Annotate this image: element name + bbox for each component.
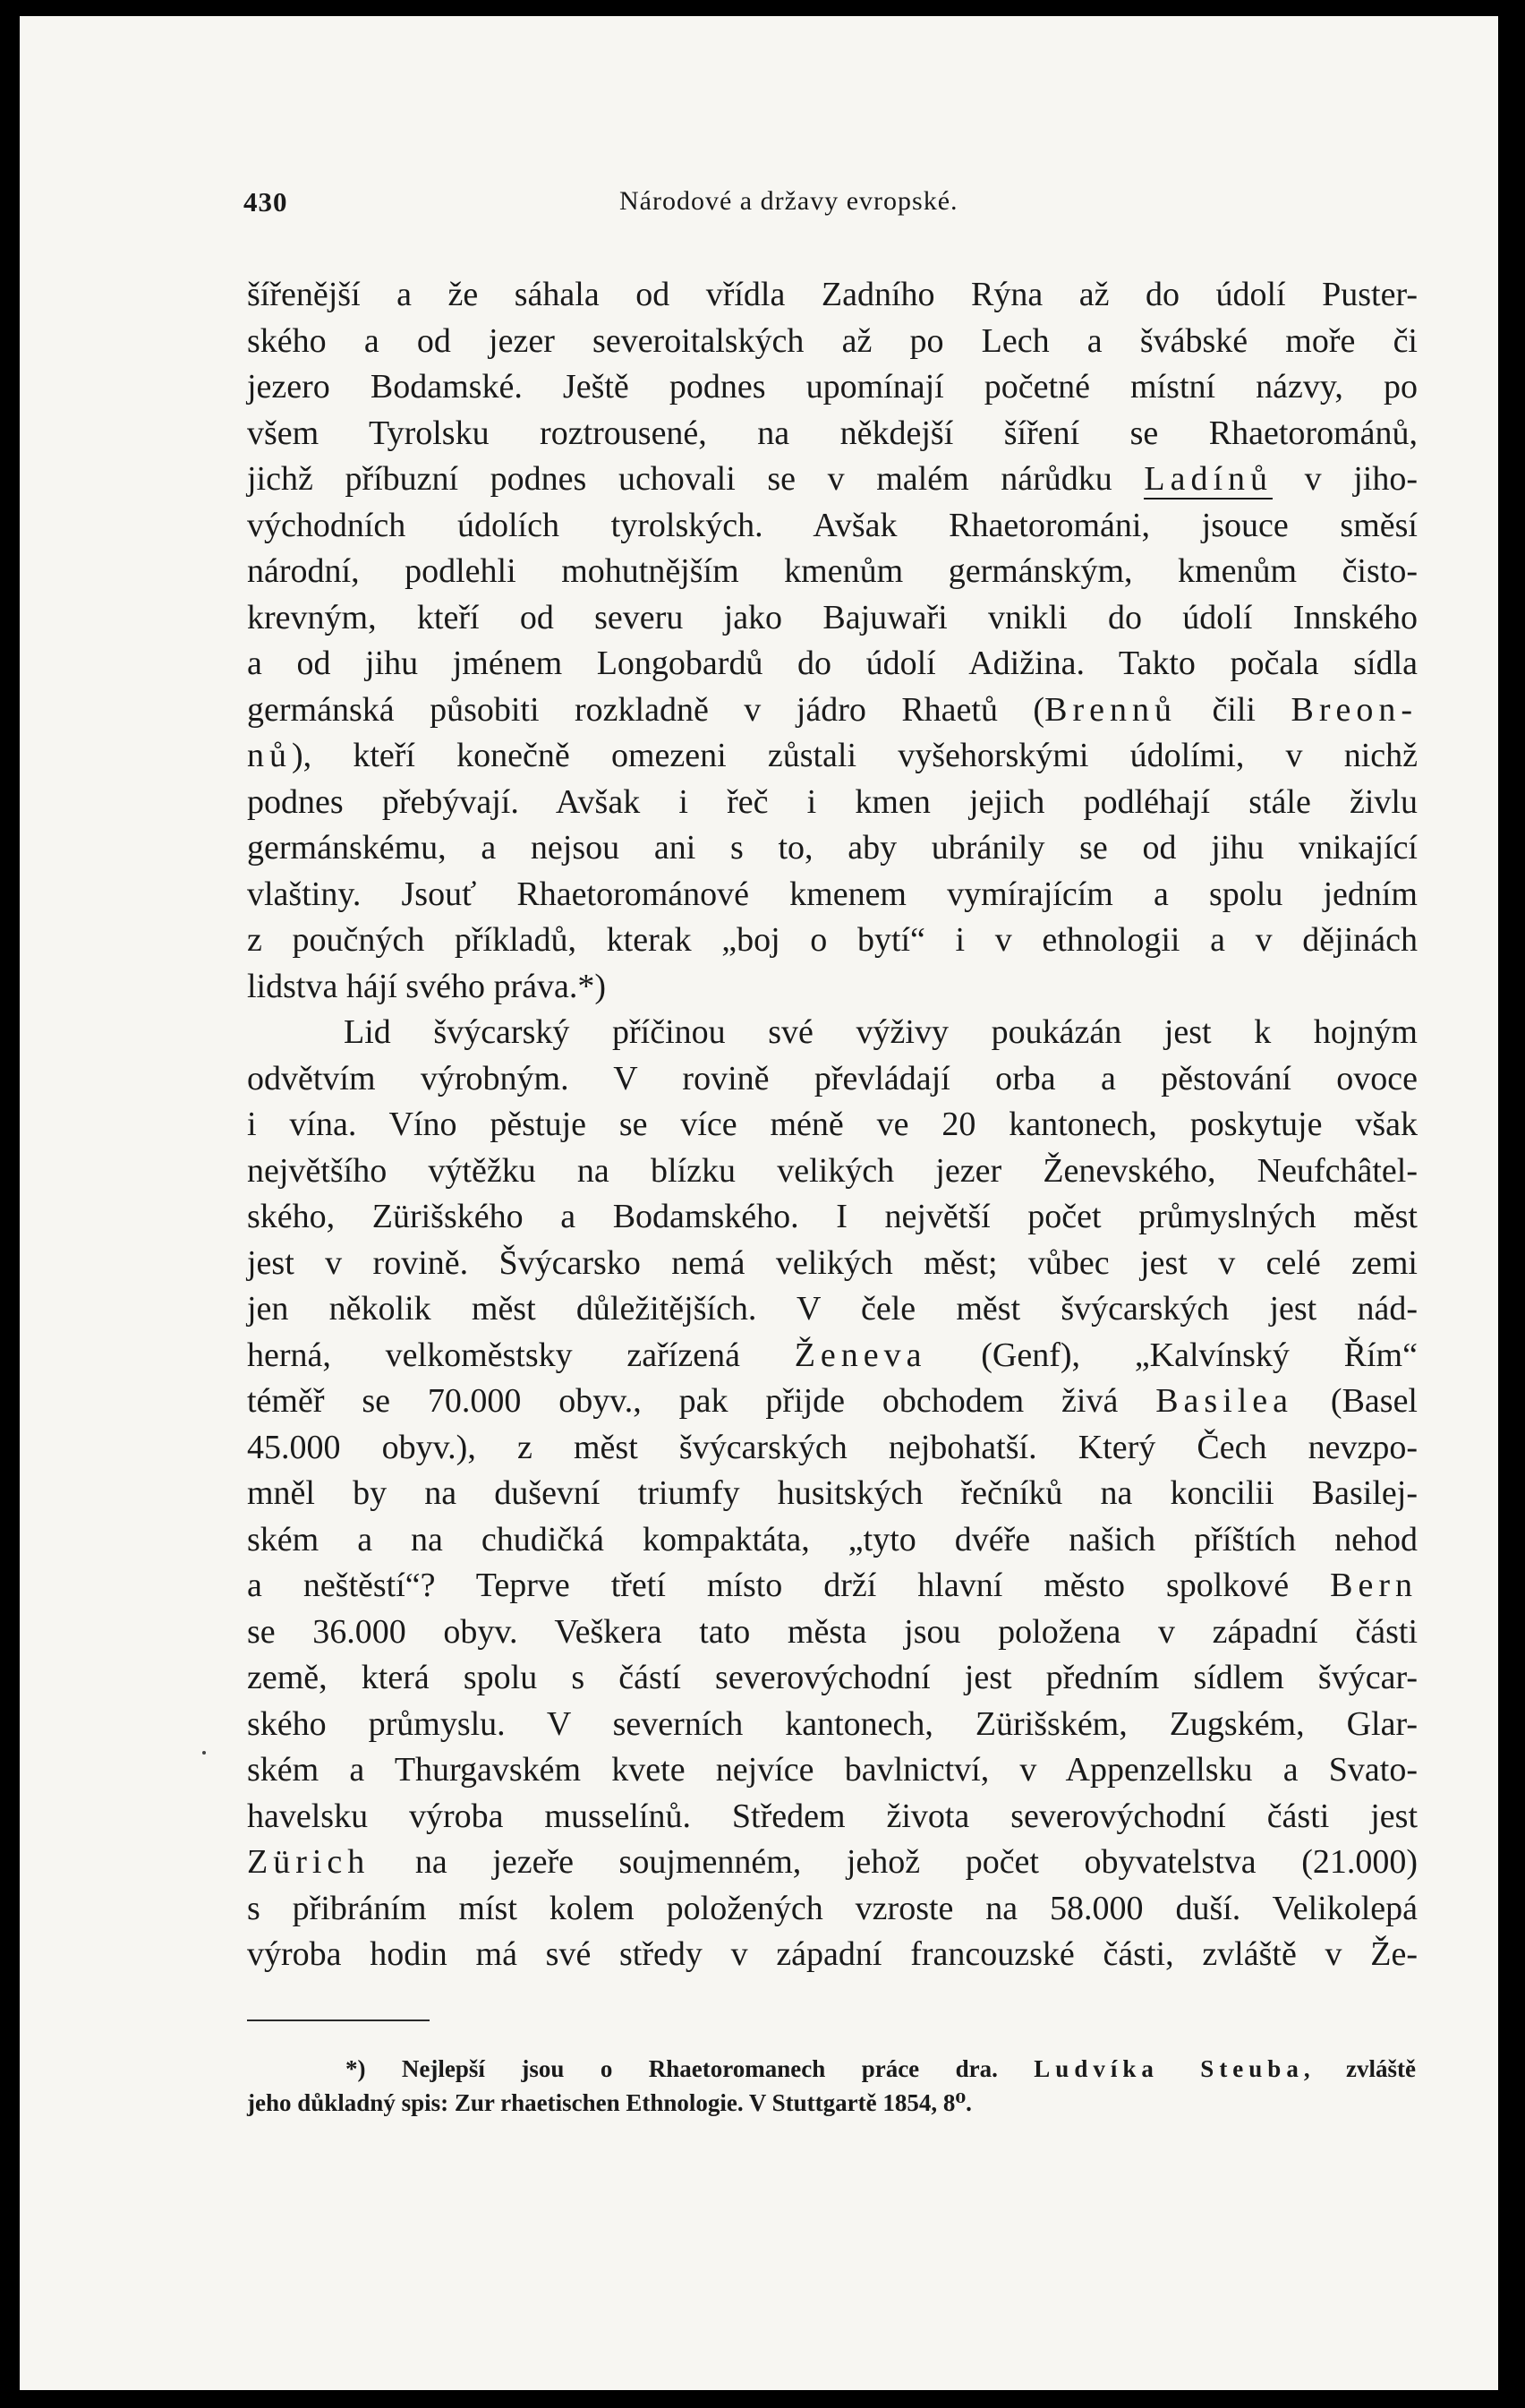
text-line: vlaštiny. Jsouť Rhaetorománové kmenem vymírajícím a spolu jedním: [247, 875, 1418, 913]
running-title: Národové a državy evropské.: [619, 186, 958, 216]
text-line: [247, 1333, 1418, 1379]
bern-term: Bern: [1330, 1567, 1418, 1604]
text-line: ského, Zürišského a Bodamského. I největší počet průmyslných měst: [247, 1198, 1418, 1235]
text-line: země, která spolu s částí severovýchodní jest předním sídlem švýcar-: [247, 1659, 1418, 1696]
breonu-term-cont: nů: [247, 737, 292, 774]
text-fragment: v jiho-: [1304, 460, 1418, 498]
text-line: ském a Thurgavském kvete nejvíce bavlnictví, v Appenzellsku a Svato-: [247, 1751, 1418, 1789]
text-line: [247, 733, 1418, 780]
text-line: ského a od jezer severoitalských až po Lech a švábské moře či: [247, 321, 1418, 360]
text-line: Lid švýcarský příčinou své výživy poukázán jest k hojným: [344, 1013, 1418, 1051]
ladinu-term: Ladínů: [1144, 460, 1274, 498]
text-fragment: a neštěstí“? Teprve třetí místo drží hlavní město spolkové: [247, 1567, 1331, 1604]
text-line: [247, 1379, 1418, 1425]
footnote-divider: [247, 2019, 430, 2021]
text-line: šířenější a že sáhala od vřídla Zadního Rýna až do údolí Puster-: [247, 276, 1418, 313]
text-fragment: jichž příbuzní podnes uchovali se v malém nárůdku: [247, 460, 1112, 498]
text-fragment: téměř se 70.000 obyv., pak přijde obchodem živá: [247, 1382, 1156, 1420]
text-line: výroba hodin má své středy v západní francouzské části, zvláště v Že-: [247, 1935, 1418, 1973]
brennu-term: Brennů: [1044, 690, 1177, 729]
main-text: [247, 272, 1418, 1978]
footnote-line: [247, 2052, 1416, 2086]
text-fragment: (Genf), „Kalvínský Řím“: [926, 1336, 1418, 1374]
basilea-term: Basilea: [1155, 1382, 1294, 1420]
text-fragment: *) Nejlepší jsou o Rhaetoromanech práce dra.: [345, 2055, 1035, 2082]
text-line: jen několik měst důležitějších. V čele měst švýcarských jest nád-: [247, 1290, 1418, 1328]
text-line: [247, 1840, 1418, 1886]
text-line: krevným, kteří od severu jako Bajuwaři vnikli do údolí Innského: [247, 598, 1418, 636]
text-line: podnes přebývají. Avšak i řeč i kmen jejich podléhají stále živlu: [247, 782, 1418, 821]
text-fragment: herná, velkoměstsky zařízená: [247, 1336, 795, 1374]
footnote: [247, 2052, 1416, 2120]
text-line: z poučných příkladů, kterak „boj o bytí“ i v ethnologii a v dějinách: [247, 921, 1418, 959]
text-fragment: , zvláště: [1303, 2055, 1416, 2082]
footnote-line: jeho důkladný spis: Zur rhaetischen Ethnologie. V Stuttgartě 1854, 8⁰.: [247, 2089, 972, 2116]
text-line: odvětvím výrobným. V rovině převládají orba a pěstování ovoce: [247, 1059, 1418, 1097]
text-line: ském a na chudičká kompaktáta, „tyto dvéře našich příštích nehod: [247, 1520, 1418, 1558]
text-line: všem Tyrolsku roztrousené, na někdejší šíření se Rhaetorománů,: [247, 414, 1418, 452]
text-fragment: na jezeře soujmenném, jehož počet obyvatelstva (21.000): [370, 1843, 1418, 1881]
text-line: se 36.000 obyv. Veškera tato města jsou položena v západní části: [247, 1612, 1418, 1651]
text-line: 45.000 obyv.), z měst švýcarských nejbohatší. Který Čech nevzpo-: [247, 1428, 1418, 1466]
text-line: jezero Bodamské. Ještě podnes upomínají početné místní názvy, po: [247, 368, 1418, 406]
text-line: [247, 1563, 1418, 1610]
text-fragment: germánská působiti rozkladně v jádro Rhaetů (: [247, 690, 1045, 729]
text-fragment: ), kteří konečně omezeni zůstali vyšehorskými údolími, v nichž: [292, 737, 1418, 774]
zeneva-term: Ženeva: [794, 1336, 927, 1374]
text-line: i vína. Víno pěstuje se více méně ve 20 kantonech, poskytuje však: [247, 1106, 1418, 1143]
page-header: [243, 186, 1416, 229]
breonu-term: Breon-: [1291, 690, 1418, 729]
text-line: mněl by na duševní triumfy husitských řečníků na koncilii Basilej-: [247, 1474, 1418, 1512]
text-line: východních údolích tyrolských. Avšak Rhaetorománi, jsouce směsí: [247, 506, 1418, 544]
text-line: jest v rovině. Švýcarsko nemá velikých měst; vůbec jest v celé zemi: [247, 1243, 1418, 1282]
text-line: národní, podlehli mohutnějším kmenům germánským, kmenům čisto-: [247, 552, 1418, 590]
print-speck: [202, 1751, 206, 1755]
text-line: s přibráním míst kolem položených vzroste na 58.000 duší. Velikolepá: [247, 1889, 1418, 1927]
text-fragment: (Basel: [1293, 1382, 1418, 1420]
text-line: největšího výtěžku na blízku velikých jezer Ženevského, Neufchâtel-: [247, 1151, 1418, 1190]
page-number: 430: [243, 186, 288, 218]
text-line: havelsku výroba musselínů. Středem života severovýchodní části jest: [247, 1797, 1418, 1835]
text-fragment: čili: [1176, 690, 1291, 729]
text-line: [247, 457, 1418, 503]
text-line: lidstva hájí svého práva.*): [247, 967, 607, 1005]
text-line: [247, 687, 1418, 734]
footnote-author: Ludvíka Steuba: [1034, 2055, 1304, 2082]
text-line: ského průmyslu. V severních kantonech, Zürišském, Zugském, Glar-: [247, 1704, 1418, 1743]
zurich-term: Zürich: [247, 1843, 371, 1881]
text-line: a od jihu jménem Longobardů do údolí Adižina. Takto počala sídla: [247, 645, 1418, 682]
text-line: germánskému, a nejsou ani s to, aby ubránily se od jihu vnikající: [247, 829, 1418, 867]
